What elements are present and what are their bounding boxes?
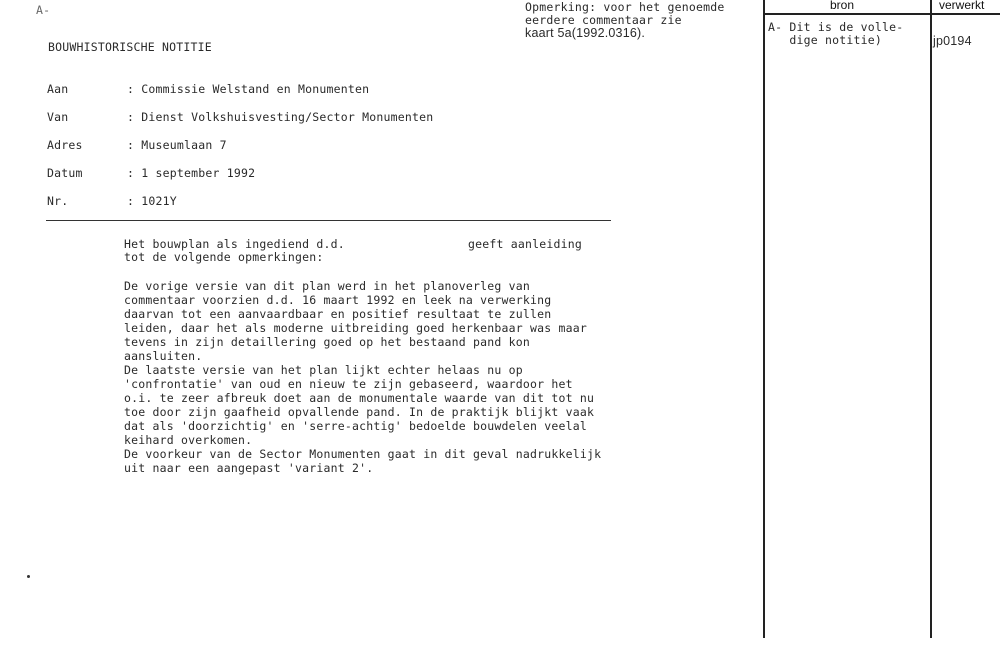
- separator-line: [46, 220, 611, 221]
- field-value: : Commissie Welstand en Monumenten: [127, 82, 370, 96]
- remark-line: Opmerking: voor het genoemde: [525, 0, 725, 14]
- body-line: tevens in zijn detaillering goed op het bestaand pand kon: [124, 335, 531, 349]
- body-line: commentaar voorzien d.d. 16 maart 1992 en leek na verwerking: [124, 293, 552, 307]
- body-line: leiden, daar het als moderne uitbreiding goed herkenbaar was maar: [124, 321, 588, 335]
- field-label: Aan: [47, 82, 69, 96]
- field-value: : Dienst Volkshuisvesting/Sector Monumenten: [127, 110, 434, 124]
- intro-line-right: geeft aanleiding: [468, 237, 582, 251]
- body-line: De voorkeur van de Sector Monumenten gaat in dit geval nadrukkelijk: [124, 447, 602, 461]
- bron-note-line: dige notitie): [768, 33, 882, 47]
- bron-header: bron: [830, 0, 855, 12]
- field-value: : Museumlaan 7: [127, 138, 227, 152]
- field-label: Datum: [47, 166, 83, 180]
- body-line: De laatste versie van het plan lijkt echter helaas nu op: [124, 363, 523, 377]
- body-line: uit naar een aangepast 'variant 2'.: [124, 461, 374, 475]
- margin-dot: [27, 575, 30, 578]
- field-label: Adres: [47, 138, 83, 152]
- body-line: aansluiten.: [124, 349, 203, 363]
- remark-line: eerdere commentaar zie: [525, 13, 682, 27]
- document-title: BOUWHISTORISCHE NOTITIE: [48, 40, 212, 54]
- sidebar-header-rule: [763, 13, 1000, 15]
- field-value: : 1021Y: [127, 194, 177, 208]
- body-line: toe door zijn gaafheid opvallende pand. In de praktijk blijkt vaak: [124, 405, 595, 419]
- body-line: De vorige versie van dit plan werd in het planoverleg van: [124, 279, 531, 293]
- corner-mark: A-: [36, 3, 51, 17]
- bron-note-line: A- Dit is de volle-: [768, 20, 904, 34]
- sidebar-left-border: [763, 0, 765, 638]
- body-line: daarvan tot een aanvaardbaar en positief resultaat te zullen: [124, 307, 552, 321]
- sidebar-column-divider: [930, 0, 932, 638]
- body-line: 'confrontatie' van oud en nieuw te zijn gebaseerd, waardoor het: [124, 377, 573, 391]
- field-label: Nr.: [47, 194, 69, 208]
- intro-line: tot de volgende opmerkingen:: [124, 250, 324, 264]
- verwerkt-value: jp0194: [933, 34, 972, 48]
- intro-line: Het bouwplan als ingediend d.d.: [124, 237, 345, 251]
- remark-line: kaart 5a(1992.0316).: [525, 26, 646, 40]
- verwerkt-header: verwerkt: [939, 0, 985, 12]
- body-line: dat als 'doorzichtig' en 'serre-achtig' bedoelde bouwdelen veelal: [124, 419, 588, 433]
- field-label: Van: [47, 110, 69, 124]
- body-line: keihard overkomen.: [124, 433, 253, 447]
- body-line: o.i. te zeer afbreuk doet aan de monumentale waarde van dit tot nu: [124, 391, 595, 405]
- field-value: : 1 september 1992: [127, 166, 256, 180]
